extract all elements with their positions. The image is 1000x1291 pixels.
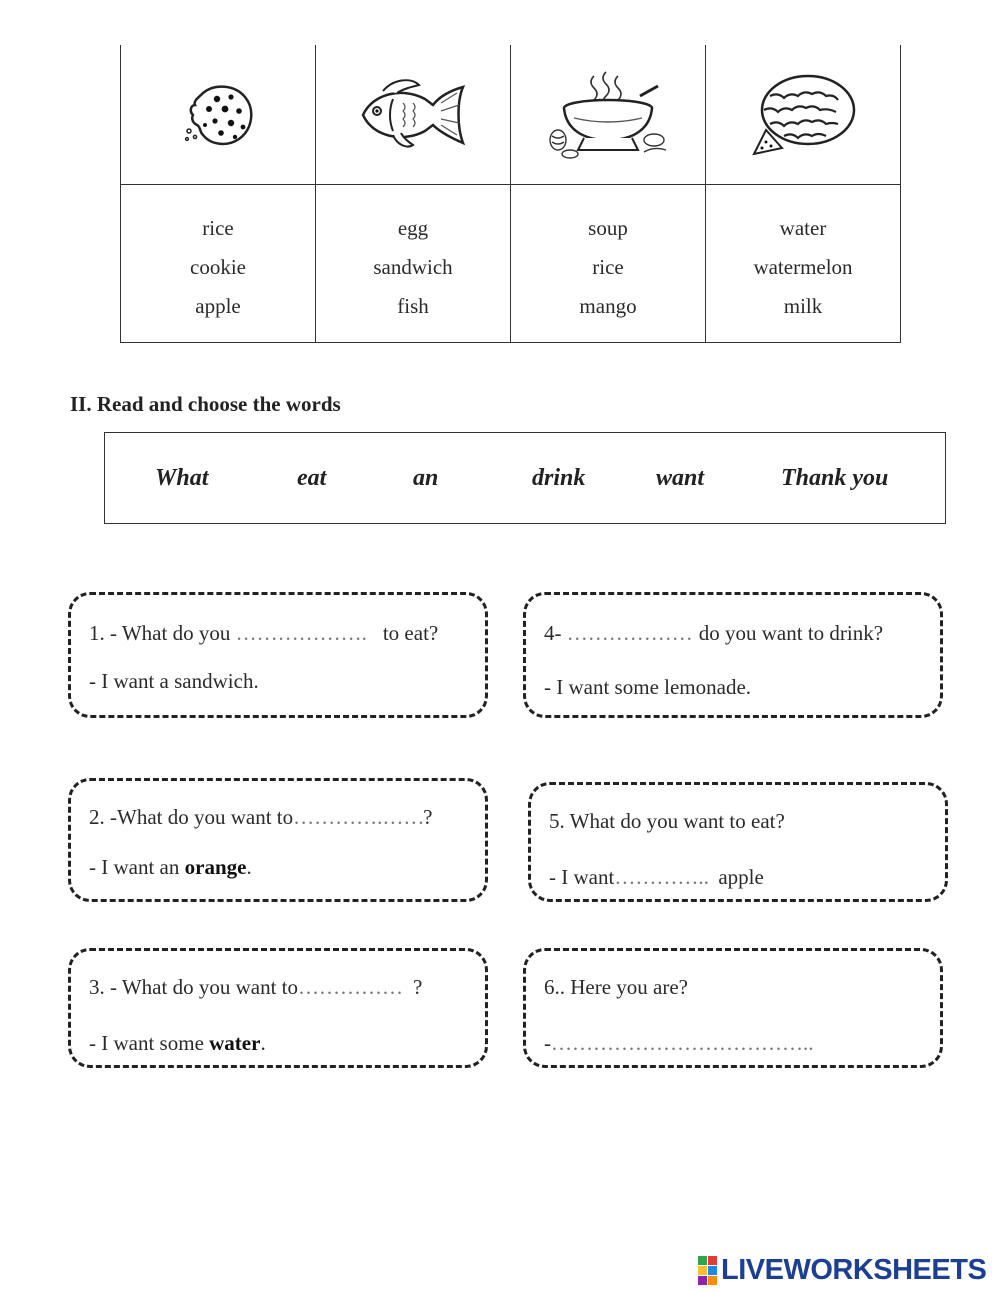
word-bank-item: Thank you (781, 465, 889, 491)
question-text: 1. - What do you ………………. to eat? (89, 621, 438, 646)
answer-blank-3[interactable] (298, 975, 413, 1000)
answer-text: - I want a sandwich. (89, 669, 259, 693)
answer-blank-4[interactable] (567, 621, 699, 646)
question-box-1 (68, 592, 488, 718)
choice-word[interactable]: rice (202, 216, 234, 240)
choice-word[interactable]: cookie (190, 255, 246, 279)
word-bank-item: eat (297, 465, 327, 491)
answer-text: - I want some lemonade. (544, 675, 752, 699)
cookie-icon (173, 75, 263, 155)
question-box-2 (68, 778, 488, 902)
choice-word[interactable]: water (779, 216, 827, 240)
soup-pot-icon (548, 70, 668, 160)
picture-cell-4 (706, 45, 901, 185)
choice-word[interactable]: apple (195, 294, 241, 318)
picture-cell-2 (316, 45, 511, 185)
question-text: 6.. Here you are? (544, 975, 689, 999)
section-title: II. Read and choose the words (70, 392, 341, 416)
liveworksheets-logo (698, 1255, 986, 1285)
choices-cell-4 (706, 185, 901, 343)
choice-word[interactable]: milk (783, 294, 823, 318)
question-box-5 (528, 782, 948, 902)
choices-cell-2 (316, 185, 511, 343)
picture-cell-3 (511, 45, 706, 185)
choice-word[interactable]: rice (592, 255, 624, 279)
question-box-6 (523, 948, 943, 1068)
word-bank-item: drink (532, 465, 586, 491)
question-box-3 (68, 948, 488, 1068)
answer-text: - I want some water. (89, 1031, 266, 1055)
question-text: 4- ……………… do you want to drink? (544, 621, 883, 646)
word-bank-item: an (413, 465, 439, 491)
answer-blank-1[interactable] (236, 621, 378, 646)
choice-word[interactable]: sandwich (373, 255, 453, 279)
answer-text: -……………………………….. (544, 1031, 839, 1056)
choice-word[interactable]: soup (588, 216, 628, 240)
answer-blank-2[interactable] (293, 805, 423, 830)
answer-text: - I want………….. apple (549, 865, 764, 890)
word-bank-item: What (155, 465, 209, 491)
choice-word[interactable]: egg (397, 216, 429, 240)
food-matching-table (120, 45, 901, 343)
question-box-4 (523, 592, 943, 718)
question-text: 2. -What do you want to………….…… ? (89, 805, 432, 830)
question-text: 5. What do you want to eat? (549, 809, 785, 833)
watermelon-icon (748, 70, 858, 160)
word-bank-item: want (656, 465, 705, 491)
word-bank (104, 432, 946, 524)
answer-blank-6[interactable] (551, 1031, 839, 1056)
logo-text: LIVEWORKSHEETS (721, 1253, 987, 1286)
choice-word[interactable]: mango (579, 294, 637, 318)
logo-mark-icon (698, 1256, 717, 1285)
choice-word[interactable]: watermelon (753, 255, 853, 279)
question-text: 3. - What do you want to…………… ? (89, 975, 422, 1000)
answer-blank-5[interactable] (614, 865, 718, 890)
picture-cell-1 (121, 45, 316, 185)
choices-cell-1 (121, 185, 316, 343)
answer-text: - I want an orange. (89, 855, 252, 879)
choice-word[interactable]: fish (397, 294, 429, 318)
choices-cell-3 (511, 185, 706, 343)
fish-icon (353, 75, 473, 155)
